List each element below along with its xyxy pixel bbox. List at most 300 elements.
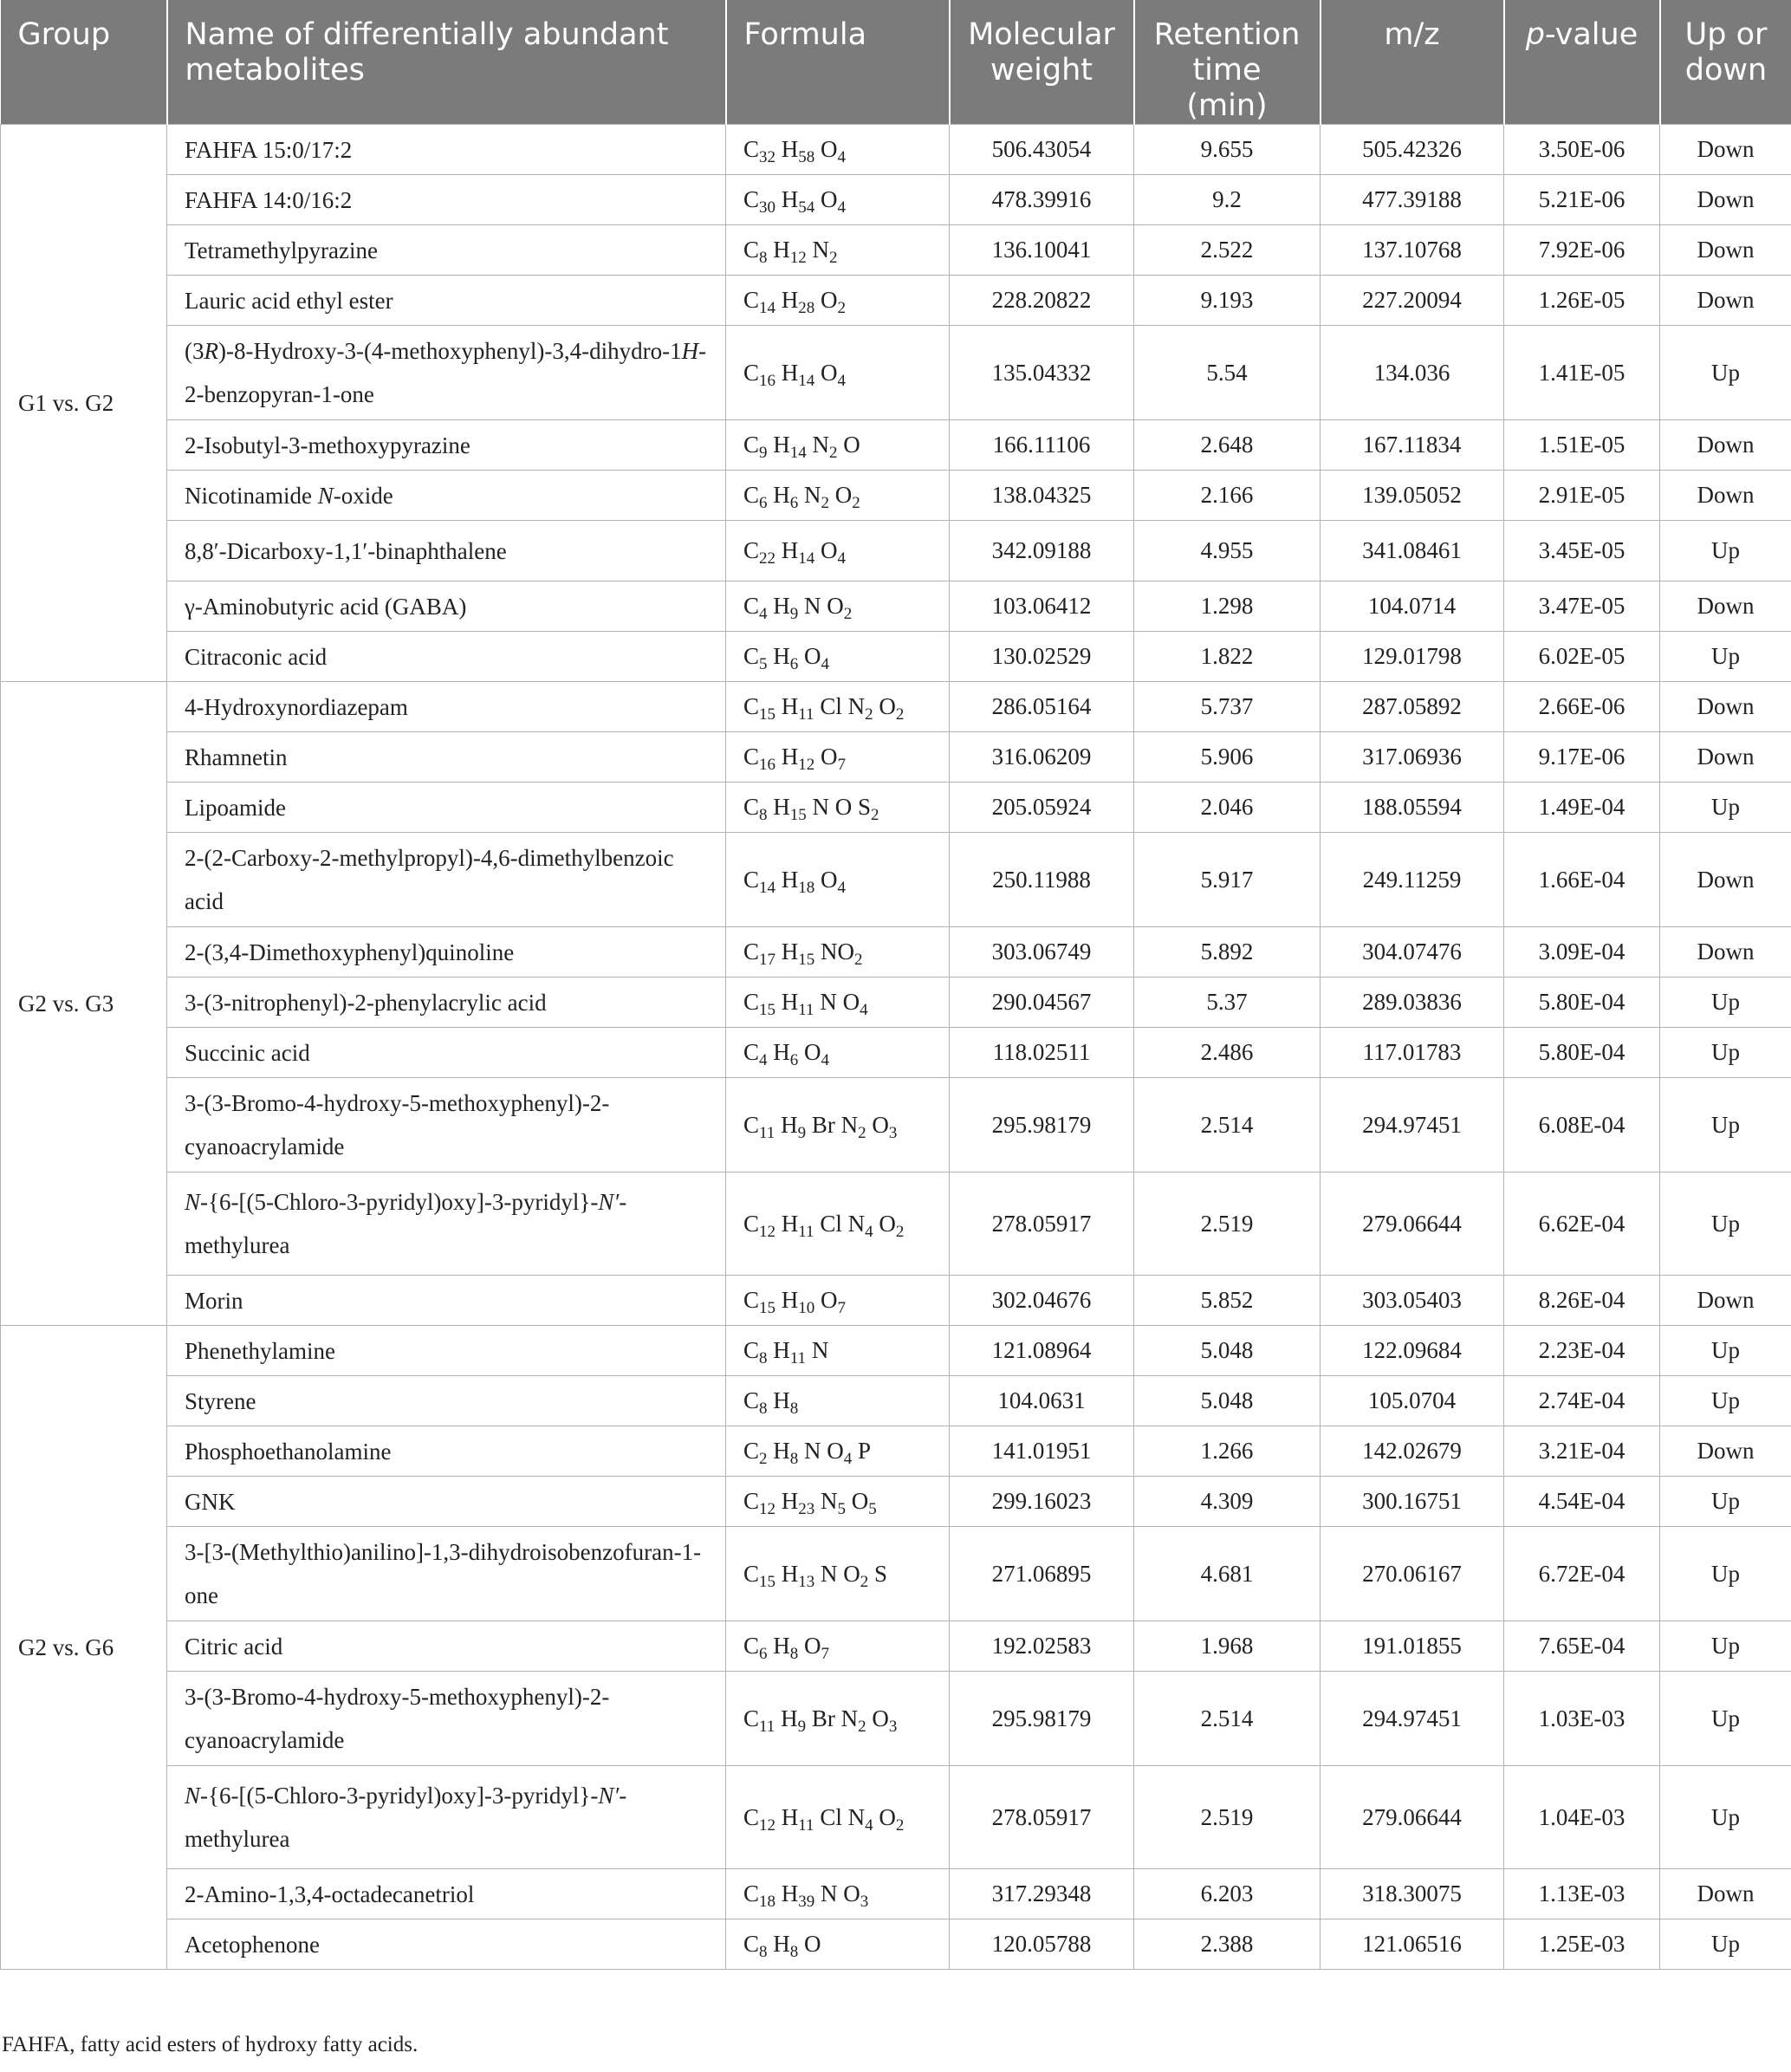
direction: Down	[1660, 833, 1791, 927]
mz-value: 249.11259	[1321, 833, 1504, 927]
p-value: 3.50E-06	[1504, 125, 1660, 175]
direction: Up	[1660, 1078, 1791, 1172]
molecular-weight: 278.05917	[950, 1172, 1134, 1276]
formula-element: N	[840, 1111, 859, 1138]
mz-value: 279.06644	[1321, 1172, 1504, 1276]
mz-value: 477.39188	[1321, 175, 1504, 225]
formula-subscript: 4	[843, 1450, 853, 1468]
formula-subscript: 2	[858, 1717, 866, 1736]
metabolite-name-part: (3	[185, 338, 204, 364]
formula-element: C	[743, 1705, 760, 1731]
molecular-weight: 205.05924	[950, 783, 1134, 833]
table-row	[1, 175, 1791, 225]
retention-time: 9.2	[1134, 175, 1321, 225]
formula-element: C	[743, 939, 760, 965]
formula-subscript: 8	[759, 249, 768, 267]
formula-subscript: 15	[798, 951, 815, 969]
molecular-weight: 303.06749	[950, 927, 1134, 978]
table-row	[1, 1477, 1791, 1527]
metabolite-name-part: N	[317, 482, 334, 509]
formula-subscript: 2	[829, 444, 838, 462]
formula-subscript: 6	[789, 655, 799, 673]
formula-subscript: 2	[871, 806, 879, 824]
table-row	[1, 1172, 1791, 1276]
molecular-weight: 121.08964	[950, 1326, 1134, 1376]
formula-element: N	[821, 1488, 838, 1514]
formula-element: C	[743, 593, 760, 619]
formula-element: H	[773, 1387, 790, 1413]
metabolite-name: Succinic acid	[167, 1028, 726, 1078]
molecular-weight: 104.0631	[950, 1376, 1134, 1426]
retention-time: 2.648	[1134, 420, 1321, 471]
formula-element: H	[781, 537, 799, 563]
direction: Down	[1660, 927, 1791, 978]
direction: Up	[1660, 1326, 1791, 1376]
formula-cell	[726, 1621, 950, 1672]
retention-time: 5.892	[1134, 927, 1321, 978]
header-p-value	[1504, 0, 1660, 125]
header-mz: m/z	[1321, 0, 1504, 125]
molecular-weight: 317.29348	[950, 1869, 1134, 1919]
metabolite-name-part: R	[204, 338, 218, 364]
molecular-weight: 506.43054	[950, 125, 1134, 175]
table-row	[1, 1766, 1791, 1869]
retention-time: 5.917	[1134, 833, 1321, 927]
table-row	[1, 276, 1791, 326]
formula-cell	[726, 276, 950, 326]
formula-cell	[726, 225, 950, 276]
formula-subscript: 16	[759, 371, 776, 390]
formula-element: H	[773, 1337, 790, 1363]
direction: Up	[1660, 1672, 1791, 1766]
formula-element: Cl	[820, 1803, 842, 1830]
table-row	[1, 732, 1791, 783]
formula-subscript: 15	[789, 806, 807, 824]
formula-element: O	[821, 186, 838, 212]
metabolite-name: FAHFA 14:0/16:2	[167, 175, 726, 225]
formula-subscript: 4	[865, 1815, 873, 1835]
retention-time: 2.514	[1134, 1672, 1321, 1766]
formula-subscript: 7	[837, 756, 847, 774]
formula-element: N	[804, 593, 821, 619]
molecular-weight: 290.04567	[950, 978, 1134, 1028]
table-row	[1, 581, 1791, 632]
retention-time: 5.37	[1134, 978, 1321, 1028]
table-row	[1, 1326, 1791, 1376]
formula-subscript: 13	[798, 1572, 815, 1591]
retention-time: 5.54	[1134, 326, 1321, 420]
formula-element: H	[781, 1111, 798, 1138]
formula-element: O	[804, 1039, 821, 1065]
p-value: 6.02E-05	[1504, 632, 1660, 682]
retention-time: 9.193	[1134, 276, 1321, 326]
metabolite-name-part: -methylurea	[185, 1783, 627, 1852]
molecular-weight: 228.20822	[950, 276, 1134, 326]
mz-value: 121.06516	[1321, 1919, 1504, 1970]
direction: Down	[1660, 420, 1791, 471]
direction: Up	[1660, 1477, 1791, 1527]
formula-subscript: 4	[759, 1051, 768, 1069]
metabolite-name: 3-(3-Bromo-4-hydroxy-5-methoxyphenyl)-2-cyanoacrylamide	[167, 1078, 726, 1172]
formula-subscript: 2	[852, 494, 860, 512]
table-row	[1, 125, 1791, 175]
formula-element: H	[781, 1880, 799, 1906]
formula-cell	[726, 1078, 950, 1172]
formula-element: C	[743, 1287, 760, 1313]
formula-element: H	[773, 237, 790, 263]
formula-subscript: 7	[837, 1299, 847, 1317]
formula-cell	[726, 632, 950, 682]
formula-element: N	[812, 237, 830, 263]
direction: Up	[1660, 978, 1791, 1028]
formula-subscript: 8	[759, 806, 768, 824]
formula-subscript: 9	[789, 605, 799, 623]
p-value: 8.26E-04	[1504, 1276, 1660, 1326]
direction: Up	[1660, 1172, 1791, 1276]
formula-cell	[726, 1919, 950, 1970]
formula-subscript: 8	[759, 1943, 768, 1961]
formula-element: H	[773, 1039, 790, 1065]
mz-value: 137.10768	[1321, 225, 1504, 276]
formula-subscript: 12	[798, 756, 815, 774]
mz-value: 270.06167	[1321, 1527, 1504, 1621]
metabolite-name: 2-Amino-1,3,4-octadecanetriol	[167, 1869, 726, 1919]
formula-element: O	[834, 482, 853, 508]
formula-subscript: 4	[759, 605, 768, 623]
formula-subscript: 4	[837, 878, 847, 897]
table-row	[1, 978, 1791, 1028]
formula-element: NO	[821, 939, 855, 965]
formula-element: O	[821, 744, 838, 770]
formula-cell	[726, 1869, 950, 1919]
formula-element: O	[843, 1560, 860, 1587]
formula-subscript: 6	[759, 1645, 768, 1663]
formula-element: O	[821, 136, 838, 162]
direction: Down	[1660, 682, 1791, 732]
table-row	[1, 1527, 1791, 1621]
formula-element: H	[781, 1803, 799, 1830]
formula-element: H	[773, 643, 790, 669]
formula-subscript: 14	[798, 371, 815, 390]
formula-subscript: 4	[860, 1001, 868, 1019]
formula-subscript: 2	[895, 1815, 905, 1835]
molecular-weight: 192.02583	[950, 1621, 1134, 1672]
formula-subscript: 5	[868, 1500, 877, 1518]
formula-subscript: 9	[797, 1123, 807, 1142]
metabolite-name-part: -oxide	[333, 482, 393, 509]
direction: Down	[1660, 175, 1791, 225]
retention-time: 4.955	[1134, 521, 1321, 581]
formula-element: O	[821, 866, 838, 893]
mz-value: 294.97451	[1321, 1672, 1504, 1766]
formula-subscript: 9	[797, 1717, 807, 1736]
retention-time: 5.852	[1134, 1276, 1321, 1326]
formula-element: C	[743, 643, 760, 669]
formula-subscript: 3	[860, 1893, 869, 1911]
metabolite-name: Phenethylamine	[167, 1326, 726, 1376]
direction: Down	[1660, 1869, 1791, 1919]
metabolite-name-part: -{6-[(5-Chloro-3-pyridyl)oxy]-3-pyridyl}-	[200, 1189, 599, 1215]
formula-element: O	[834, 794, 853, 820]
formula-subscript: 8	[759, 1349, 768, 1367]
retention-time: 2.166	[1134, 471, 1321, 521]
direction: Down	[1660, 225, 1791, 276]
formula-element: C	[743, 1880, 760, 1906]
formula-cell	[726, 581, 950, 632]
p-value: 6.72E-04	[1504, 1527, 1660, 1621]
formula-subscript: 12	[759, 1500, 776, 1518]
direction: Down	[1660, 276, 1791, 326]
formula-subscript: 2	[821, 494, 830, 512]
retention-time: 5.737	[1134, 682, 1321, 732]
formula-element: C	[743, 1438, 760, 1464]
formula-subscript: 14	[759, 299, 776, 317]
retention-time: 2.486	[1134, 1028, 1321, 1078]
formula-element: H	[781, 1287, 799, 1313]
formula-subscript: 2	[858, 1123, 866, 1142]
metabolite-name: 2-(3,4-Dimethoxyphenyl)quinoline	[167, 927, 726, 978]
formula-subscript: 2	[854, 951, 863, 969]
formula-subscript: 12	[759, 1815, 776, 1835]
table-row	[1, 420, 1791, 471]
formula-element: C	[743, 136, 760, 162]
formula-element: Cl	[820, 693, 842, 719]
molecular-weight: 295.98179	[950, 1672, 1134, 1766]
p-value: 2.23E-04	[1504, 1326, 1660, 1376]
p-value: 2.91E-05	[1504, 471, 1660, 521]
p-value: 1.25E-03	[1504, 1919, 1660, 1970]
metabolite-name: Citraconic acid	[167, 632, 726, 682]
formula-element: H	[781, 939, 799, 965]
metabolite-name-part: Nicotinamide	[185, 482, 318, 509]
formula-element: H	[781, 989, 799, 1015]
formula-element: O	[872, 1111, 889, 1138]
mz-value: 117.01783	[1321, 1028, 1504, 1078]
p-value: 3.09E-04	[1504, 927, 1660, 978]
table-row	[1, 225, 1791, 276]
formula-subscript: 17	[759, 951, 776, 969]
metabolite-name: 8,8′-Dicarboxy-1,1′-binaphthalene	[167, 521, 726, 581]
table-row	[1, 326, 1791, 420]
retention-time: 4.309	[1134, 1477, 1321, 1527]
molecular-weight: 166.11106	[950, 420, 1134, 471]
formula-cell	[726, 1376, 950, 1426]
molecular-weight: 136.10041	[950, 225, 1134, 276]
formula-element: O	[821, 537, 838, 563]
formula-cell	[726, 1527, 950, 1621]
retention-time: 2.519	[1134, 1766, 1321, 1869]
metabolite-name: Acetophenone	[167, 1919, 726, 1970]
formula-element: C	[743, 1111, 760, 1138]
molecular-weight: 302.04676	[950, 1276, 1134, 1326]
retention-time: 5.048	[1134, 1376, 1321, 1426]
formula-element: C	[743, 1488, 760, 1514]
formula-element: N	[804, 482, 821, 508]
formula-subscript: 14	[759, 878, 776, 897]
retention-time: 1.968	[1134, 1621, 1321, 1672]
formula-element: O	[872, 1705, 889, 1731]
mz-value: 294.97451	[1321, 1078, 1504, 1172]
formula-cell	[726, 783, 950, 833]
formula-cell	[726, 326, 950, 420]
formula-element: H	[773, 1633, 790, 1659]
retention-time: 5.048	[1134, 1326, 1321, 1376]
molecular-weight: 278.05917	[950, 1766, 1134, 1869]
mz-value: 317.06936	[1321, 732, 1504, 783]
direction: Up	[1660, 632, 1791, 682]
formula-element: H	[773, 1438, 790, 1464]
molecular-weight: 130.02529	[950, 632, 1134, 682]
mz-value: 303.05403	[1321, 1276, 1504, 1326]
formula-cell	[726, 125, 950, 175]
formula-cell	[726, 978, 950, 1028]
table-row	[1, 1376, 1791, 1426]
metabolite-name-part: -2-benzopyran-1-one	[185, 338, 707, 407]
p-value: 5.80E-04	[1504, 1028, 1660, 1078]
table-row	[1, 521, 1791, 581]
p-value: 6.62E-04	[1504, 1172, 1660, 1276]
formula-subscript: 2	[759, 1450, 768, 1468]
formula-element: Br	[811, 1705, 835, 1731]
formula-cell	[726, 471, 950, 521]
retention-time: 1.822	[1134, 632, 1321, 682]
metabolite-name: Styrene	[167, 1376, 726, 1426]
formula-subscript: 30	[759, 198, 776, 217]
formula-element: N	[804, 1438, 821, 1464]
mz-value: 188.05594	[1321, 783, 1504, 833]
formula-element: S	[858, 794, 872, 820]
formula-cell	[726, 1672, 950, 1766]
table-row	[1, 1672, 1791, 1766]
metabolite-name: Lauric acid ethyl ester	[167, 276, 726, 326]
molecular-weight: 250.11988	[950, 833, 1134, 927]
retention-time: 1.298	[1134, 581, 1321, 632]
formula-element: H	[781, 1560, 799, 1587]
mz-value: 191.01855	[1321, 1621, 1504, 1672]
formula-element: O	[851, 1488, 869, 1514]
mz-value: 341.08461	[1321, 521, 1504, 581]
direction: Up	[1660, 1766, 1791, 1869]
table-row	[1, 682, 1791, 732]
p-value: 1.41E-05	[1504, 326, 1660, 420]
direction: Up	[1660, 326, 1791, 420]
formula-subscript: 28	[798, 299, 815, 317]
metabolite-name-part: N	[185, 1783, 201, 1809]
formula-cell	[726, 175, 950, 225]
metabolite-name: FAHFA 15:0/17:2	[167, 125, 726, 175]
table-footnote: FAHFA, fatty acid esters of hydroxy fatty acids.	[2, 2033, 419, 2056]
formula-subscript: 8	[789, 1450, 799, 1468]
formula-subscript: 7	[821, 1645, 830, 1663]
formula-element: O	[842, 989, 860, 1015]
retention-time: 2.046	[1134, 783, 1321, 833]
formula-subscript: 3	[888, 1123, 898, 1142]
formula-element: N	[847, 1803, 866, 1830]
metabolite-name: 3-[3-(Methylthio)anilino]-1,3-dihydroisobenzofuran-1-one	[167, 1527, 726, 1621]
molecular-weight: 478.39916	[950, 175, 1134, 225]
molecular-weight: 342.09188	[950, 521, 1134, 581]
formula-element: N	[821, 1880, 838, 1906]
p-value: 6.08E-04	[1504, 1078, 1660, 1172]
formula-subscript: 5	[759, 655, 768, 673]
formula-element: O	[821, 287, 838, 313]
header-p-rest: -value	[1544, 17, 1639, 52]
formula-subscript: 23	[798, 1500, 815, 1518]
table-row	[1, 1919, 1791, 1970]
formula-element: H	[781, 1210, 799, 1237]
formula-cell	[726, 1028, 950, 1078]
formula-subscript: 9	[759, 444, 768, 462]
table-row	[1, 927, 1791, 978]
mz-value: 287.05892	[1321, 682, 1504, 732]
formula-element: C	[743, 537, 760, 563]
formula-element: C	[743, 1633, 760, 1659]
formula-subscript: 2	[837, 299, 847, 317]
p-value: 2.74E-04	[1504, 1376, 1660, 1426]
direction: Down	[1660, 1276, 1791, 1326]
mz-value: 122.09684	[1321, 1326, 1504, 1376]
table-row	[1, 1276, 1791, 1326]
mz-value: 142.02679	[1321, 1426, 1504, 1477]
formula-subscript: 2	[843, 605, 853, 623]
p-value: 1.13E-03	[1504, 1869, 1660, 1919]
header-name: Name of differentially abundant metabolites	[167, 0, 726, 125]
formula-subscript: 18	[759, 1893, 776, 1911]
header-p-italic: p	[1525, 17, 1545, 52]
metabolite-name: Tetramethylpyrazine	[167, 225, 726, 276]
metabolite-name-part: H	[681, 338, 699, 364]
metabolite-name-part: N′	[598, 1783, 620, 1809]
direction: Up	[1660, 1621, 1791, 1672]
formula-element: N	[847, 693, 866, 719]
direction: Down	[1660, 581, 1791, 632]
table-row	[1, 783, 1791, 833]
molecular-weight: 295.98179	[950, 1078, 1134, 1172]
metabolite-name: 2-(2-Carboxy-2-methylpropyl)-4,6-dimethylbenzoic acid	[167, 833, 726, 927]
table-row	[1, 1869, 1791, 1919]
direction: Down	[1660, 471, 1791, 521]
direction: Up	[1660, 1028, 1791, 1078]
formula-subscript: 11	[798, 705, 814, 724]
molecular-weight: 135.04332	[950, 326, 1134, 420]
formula-cell	[726, 1326, 950, 1376]
formula-element: C	[743, 287, 760, 313]
retention-time: 4.681	[1134, 1527, 1321, 1621]
table-row	[1, 833, 1791, 927]
metabolite-name: γ-Aminobutyric acid (GABA)	[167, 581, 726, 632]
p-value: 1.66E-04	[1504, 833, 1660, 927]
formula-subscript: 10	[798, 1299, 815, 1317]
formula-cell	[726, 927, 950, 978]
formula-element: C	[743, 1337, 760, 1363]
formula-element: C	[743, 1931, 760, 1957]
formula-element: O	[843, 432, 860, 458]
formula-subscript: 54	[798, 198, 815, 217]
metabolite-name	[167, 1766, 726, 1869]
formula-element: C	[743, 1803, 760, 1830]
metabolite-name-part: -methylurea	[185, 1189, 627, 1258]
p-value: 1.03E-03	[1504, 1672, 1660, 1766]
molecular-weight: 118.02511	[950, 1028, 1134, 1078]
formula-subscript: 32	[759, 148, 776, 166]
group-cell: G2 vs. G6	[1, 1326, 167, 1970]
formula-element: H	[773, 432, 790, 458]
metabolite-name: 3-(3-nitrophenyl)-2-phenylacrylic acid	[167, 978, 726, 1028]
metabolite-name-part: N′	[598, 1189, 620, 1215]
formula-element: H	[781, 1488, 799, 1514]
mz-value: 304.07476	[1321, 927, 1504, 978]
molecular-weight: 316.06209	[950, 732, 1134, 783]
